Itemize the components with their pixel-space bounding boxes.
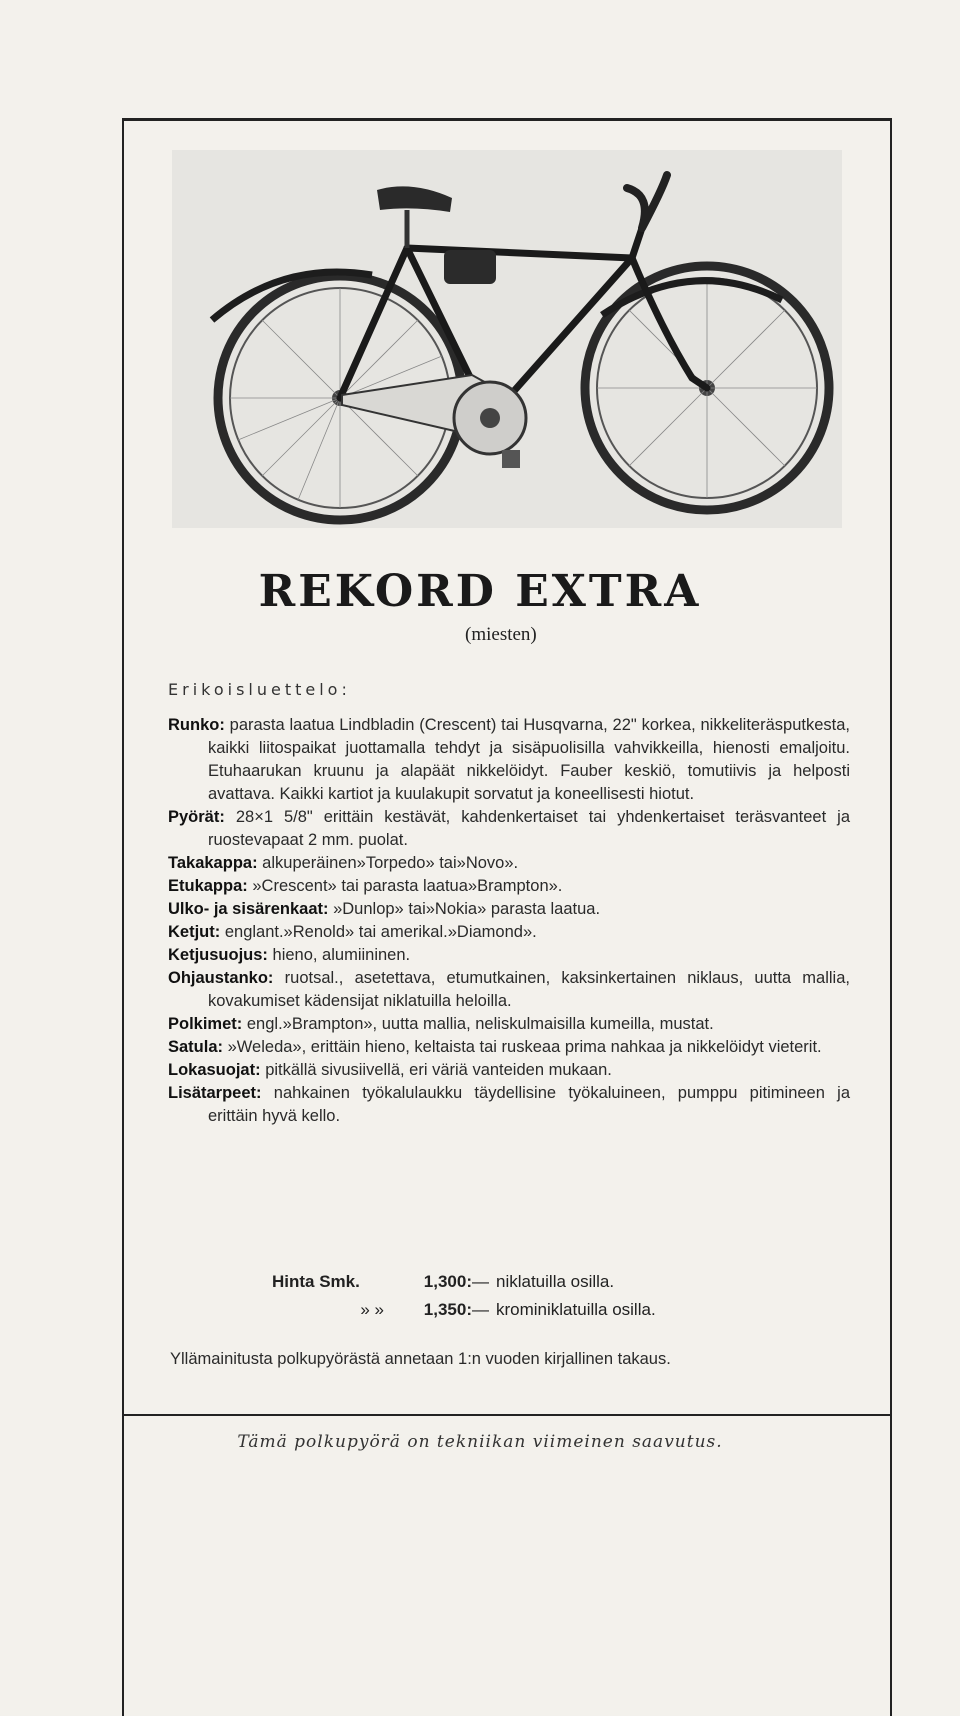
bicycle-photo [172, 150, 842, 528]
spec-item [168, 944, 850, 967]
spec-label: Satula: [168, 1038, 224, 1056]
warranty-note: Yllämainitusta polkupyörästä annetaan 1:n vuoden kirjallinen takaus. [170, 1350, 671, 1368]
spec-text: ruotsal., asetettava, etumutkainen, kaksinkertainen niklaus, uutta mallia, kovakumiset kädensijat niklatuilla heloilla. [208, 969, 850, 1010]
spec-label: Runko: [168, 716, 225, 734]
price-label: » » [360, 1300, 384, 1319]
spec-label: Ohjaustanko: [168, 969, 274, 987]
spec-text: engl.»Brampton», uutta mallia, neliskulmaisilla kumeilla, mustat. [246, 1015, 714, 1033]
spec-text: hieno, alumiininen. [272, 946, 411, 964]
spec-text: 28×1 5/8" erittäin kestävät, kahdenkertaiset tai yhdenkertaiset teräsvanteet ja ruostevapaat 2 mm. puolat. [208, 808, 850, 849]
spec-text: »Weleda», erittäin hieno, keltaista tai ruskeaa prima nahkaa ja nikkelöidyt vieterit. [227, 1038, 822, 1056]
spec-item [168, 852, 850, 875]
price-label: Hinta Smk. [272, 1272, 360, 1291]
spec-list-heading: Erikoisluettelo: [168, 680, 351, 699]
spec-text: pitkällä sivusiivellä, eri väriä vanteiden mukaan. [265, 1061, 612, 1079]
spec-label: Pyörät: [168, 808, 225, 826]
spec-text: englant.»Renold» tai amerikal.»Diamond». [224, 923, 537, 941]
spec-label: Ketjut: [168, 923, 221, 941]
price-row [272, 1300, 656, 1320]
spec-text: parasta laatua Lindbladin (Crescent) tai Husqvarna, 22" korkea, nikkeliteräsputkesta, kaikki liitospaikat juottamalla tehdyt ja sisäpuolisilla vahvikkeilla, hienosti emaljoitu. Etuhaarukan kruunu ja alapäät nikkelöidyt. Fauber keskiö, tomutiivis ja helposti avattava. Kaikki kartiot ja kuulakupit sorvatut ja koneellisesti hiotut. [208, 716, 850, 803]
spec-item [168, 875, 850, 898]
spec-text: alkuperäinen»Torpedo» tai»Novo». [262, 854, 519, 872]
spec-item [168, 898, 850, 921]
price-row [272, 1272, 614, 1292]
spec-item [168, 1082, 850, 1128]
spec-item [168, 1013, 850, 1036]
spec-label: Lokasuojat: [168, 1061, 261, 1079]
price-amount: 1,350: [423, 1300, 472, 1319]
page-subtitle: (miesten) [465, 624, 537, 645]
spec-item [168, 1036, 850, 1059]
spec-text: nahkainen työkalulaukku täydellisine työkaluineen, pumppu pitimineen ja erittäin hyvä kello. [208, 1084, 850, 1125]
spec-item [168, 714, 850, 806]
spec-label: Ulko- ja sisärenkaat: [168, 900, 329, 918]
spec-label: Etukappa: [168, 877, 248, 895]
spec-label: Polkimet: [168, 1015, 243, 1033]
spec-text: »Crescent» tai parasta laatua»Brampton». [252, 877, 563, 895]
spec-label: Ketjusuojus: [168, 946, 268, 964]
footer-slogan: Tämä polkupyörä on tekniikan viimeinen saavutus. [237, 1432, 723, 1452]
spec-item [168, 921, 850, 944]
price-amount: 1,300: [423, 1272, 472, 1291]
spec-label: Takakappa: [168, 854, 258, 872]
frame-top-rule [122, 118, 892, 121]
spec-label: Lisätarpeet: [168, 1084, 262, 1102]
page-title: REKORD EXTRA [258, 566, 702, 617]
price-dash: — [472, 1300, 489, 1319]
price-finish: krominiklatuilla osilla. [496, 1300, 656, 1319]
spec-text: »Dunlop» tai»Nokia» parasta laatua. [333, 900, 601, 918]
spec-item [168, 1059, 850, 1082]
spec-item [168, 967, 850, 1013]
price-finish: niklatuilla osilla. [496, 1272, 615, 1291]
frame-left-rule [122, 118, 124, 1716]
spec-item [168, 806, 850, 852]
frame-bottom-rule [122, 1414, 892, 1416]
price-dash: — [472, 1272, 489, 1291]
frame-right-rule [890, 118, 892, 1716]
spec-list [168, 714, 850, 1128]
